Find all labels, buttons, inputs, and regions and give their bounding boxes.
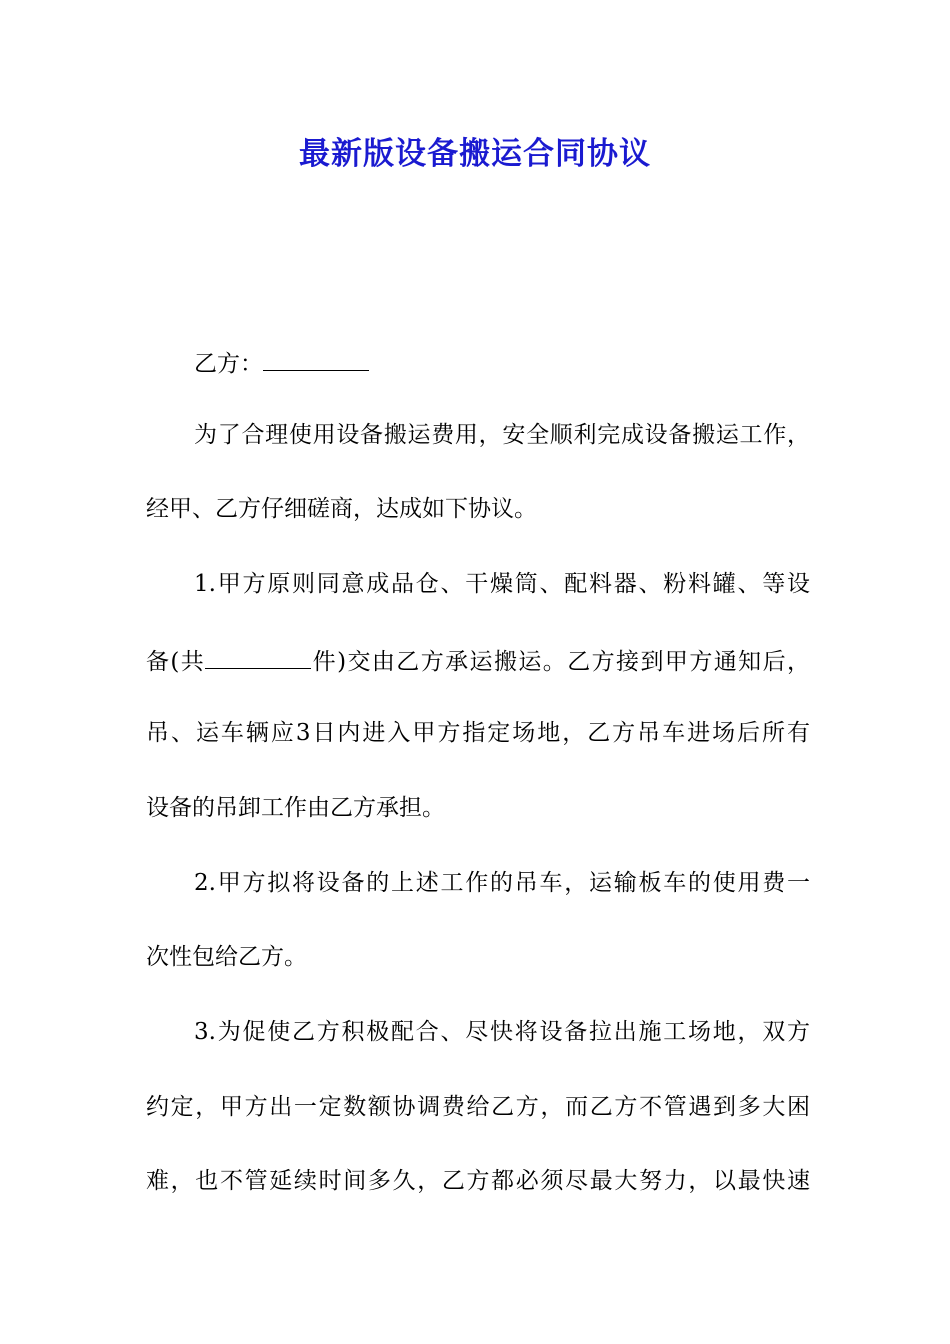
clause-1-line: 吊、运车辆应3日内进入甲方指定场地，乙方吊车进场后所有 bbox=[146, 720, 810, 746]
paragraph-line: 为了合理使用设备搬运费用，安全顺利完成设备搬运工作， bbox=[194, 422, 810, 448]
clause-1-line-quantity bbox=[146, 644, 810, 677]
clause-1-line: 1.甲方原则同意成品仓、干燥筒、配料器、粉料罐、等设 bbox=[194, 571, 810, 597]
party-b-line bbox=[194, 346, 810, 379]
party-b-label: 乙方： bbox=[194, 351, 263, 377]
paragraph-line: 经甲、乙方仔细磋商，达成如下协议。 bbox=[146, 496, 537, 522]
clause-3-line: 难，也不管延续时间多久，乙方都必须尽最大努力，以最快速 bbox=[146, 1168, 810, 1194]
clause-3-line: 约定，甲方出一定数额协调费给乙方，而乙方不管遇到多大困 bbox=[146, 1094, 810, 1120]
quantity-blank bbox=[205, 644, 311, 669]
document-title: 最新版设备搬运合同协议 bbox=[299, 136, 651, 172]
clause-1-text-b: 件)交由乙方承运搬运。乙方接到甲方通知后， bbox=[311, 649, 810, 675]
clause-1-line: 设备的吊卸工作由乙方承担。 bbox=[146, 795, 445, 821]
clause-1-text-a: 备(共 bbox=[146, 649, 206, 675]
party-b-blank bbox=[263, 346, 369, 371]
clause-2-line: 次性包给乙方。 bbox=[146, 944, 307, 970]
clause-2-line: 2.甲方拟将设备的上述工作的吊车，运输板车的使用费一 bbox=[194, 870, 810, 896]
clause-3-line: 3.为促使乙方积极配合、尽快将设备拉出施工场地，双方 bbox=[194, 1019, 810, 1045]
